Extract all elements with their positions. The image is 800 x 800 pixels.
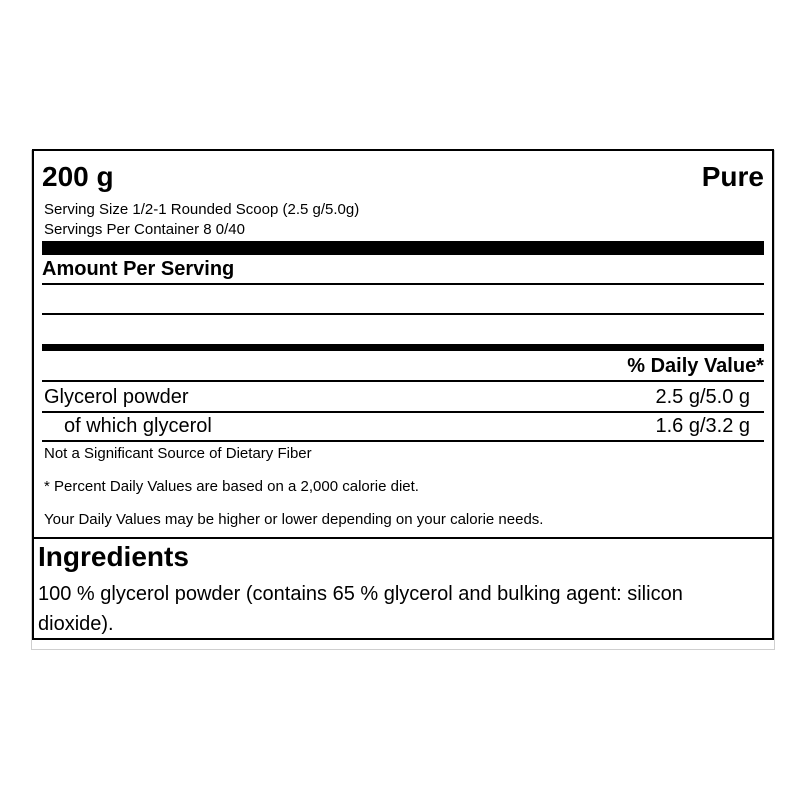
nutrient-name: of which glycerol <box>64 415 212 437</box>
divider <box>42 440 764 442</box>
divider <box>42 411 764 413</box>
supplement-facts-label <box>32 149 774 640</box>
net-weight: 200 g <box>42 161 114 192</box>
daily-values-note: Your Daily Values may be higher or lower depending on your calorie needs. <box>44 511 544 528</box>
divider <box>42 380 764 382</box>
nutrient-name: Glycerol powder <box>44 386 189 408</box>
nutrient-value: 1.6 g/3.2 g <box>655 415 750 437</box>
percent-daily-note: * Percent Daily Values are based on a 2,000 calorie diet. <box>44 478 419 495</box>
ingredients-title: Ingredients <box>38 541 189 572</box>
thick-divider <box>42 241 764 255</box>
section-divider <box>34 537 772 539</box>
ingredients-text: 100 % glycerol powder (contains 65 % glycerol and bulking agent: silicon dioxide). <box>38 583 683 635</box>
servings-per-container: Servings Per Container 8 0/40 <box>44 221 245 238</box>
thick-divider <box>42 344 764 351</box>
daily-value-header: % Daily Value* <box>627 355 764 377</box>
nutrient-value: 2.5 g/5.0 g <box>655 386 750 408</box>
fiber-note: Not a Significant Source of Dietary Fiber <box>44 445 312 462</box>
amount-per-serving: Amount Per Serving <box>42 258 235 280</box>
serving-size: Serving Size 1/2-1 Rounded Scoop (2.5 g/5.0g) <box>44 201 360 218</box>
divider <box>42 283 764 285</box>
brand-name: Pure <box>701 161 764 192</box>
divider <box>42 313 764 315</box>
